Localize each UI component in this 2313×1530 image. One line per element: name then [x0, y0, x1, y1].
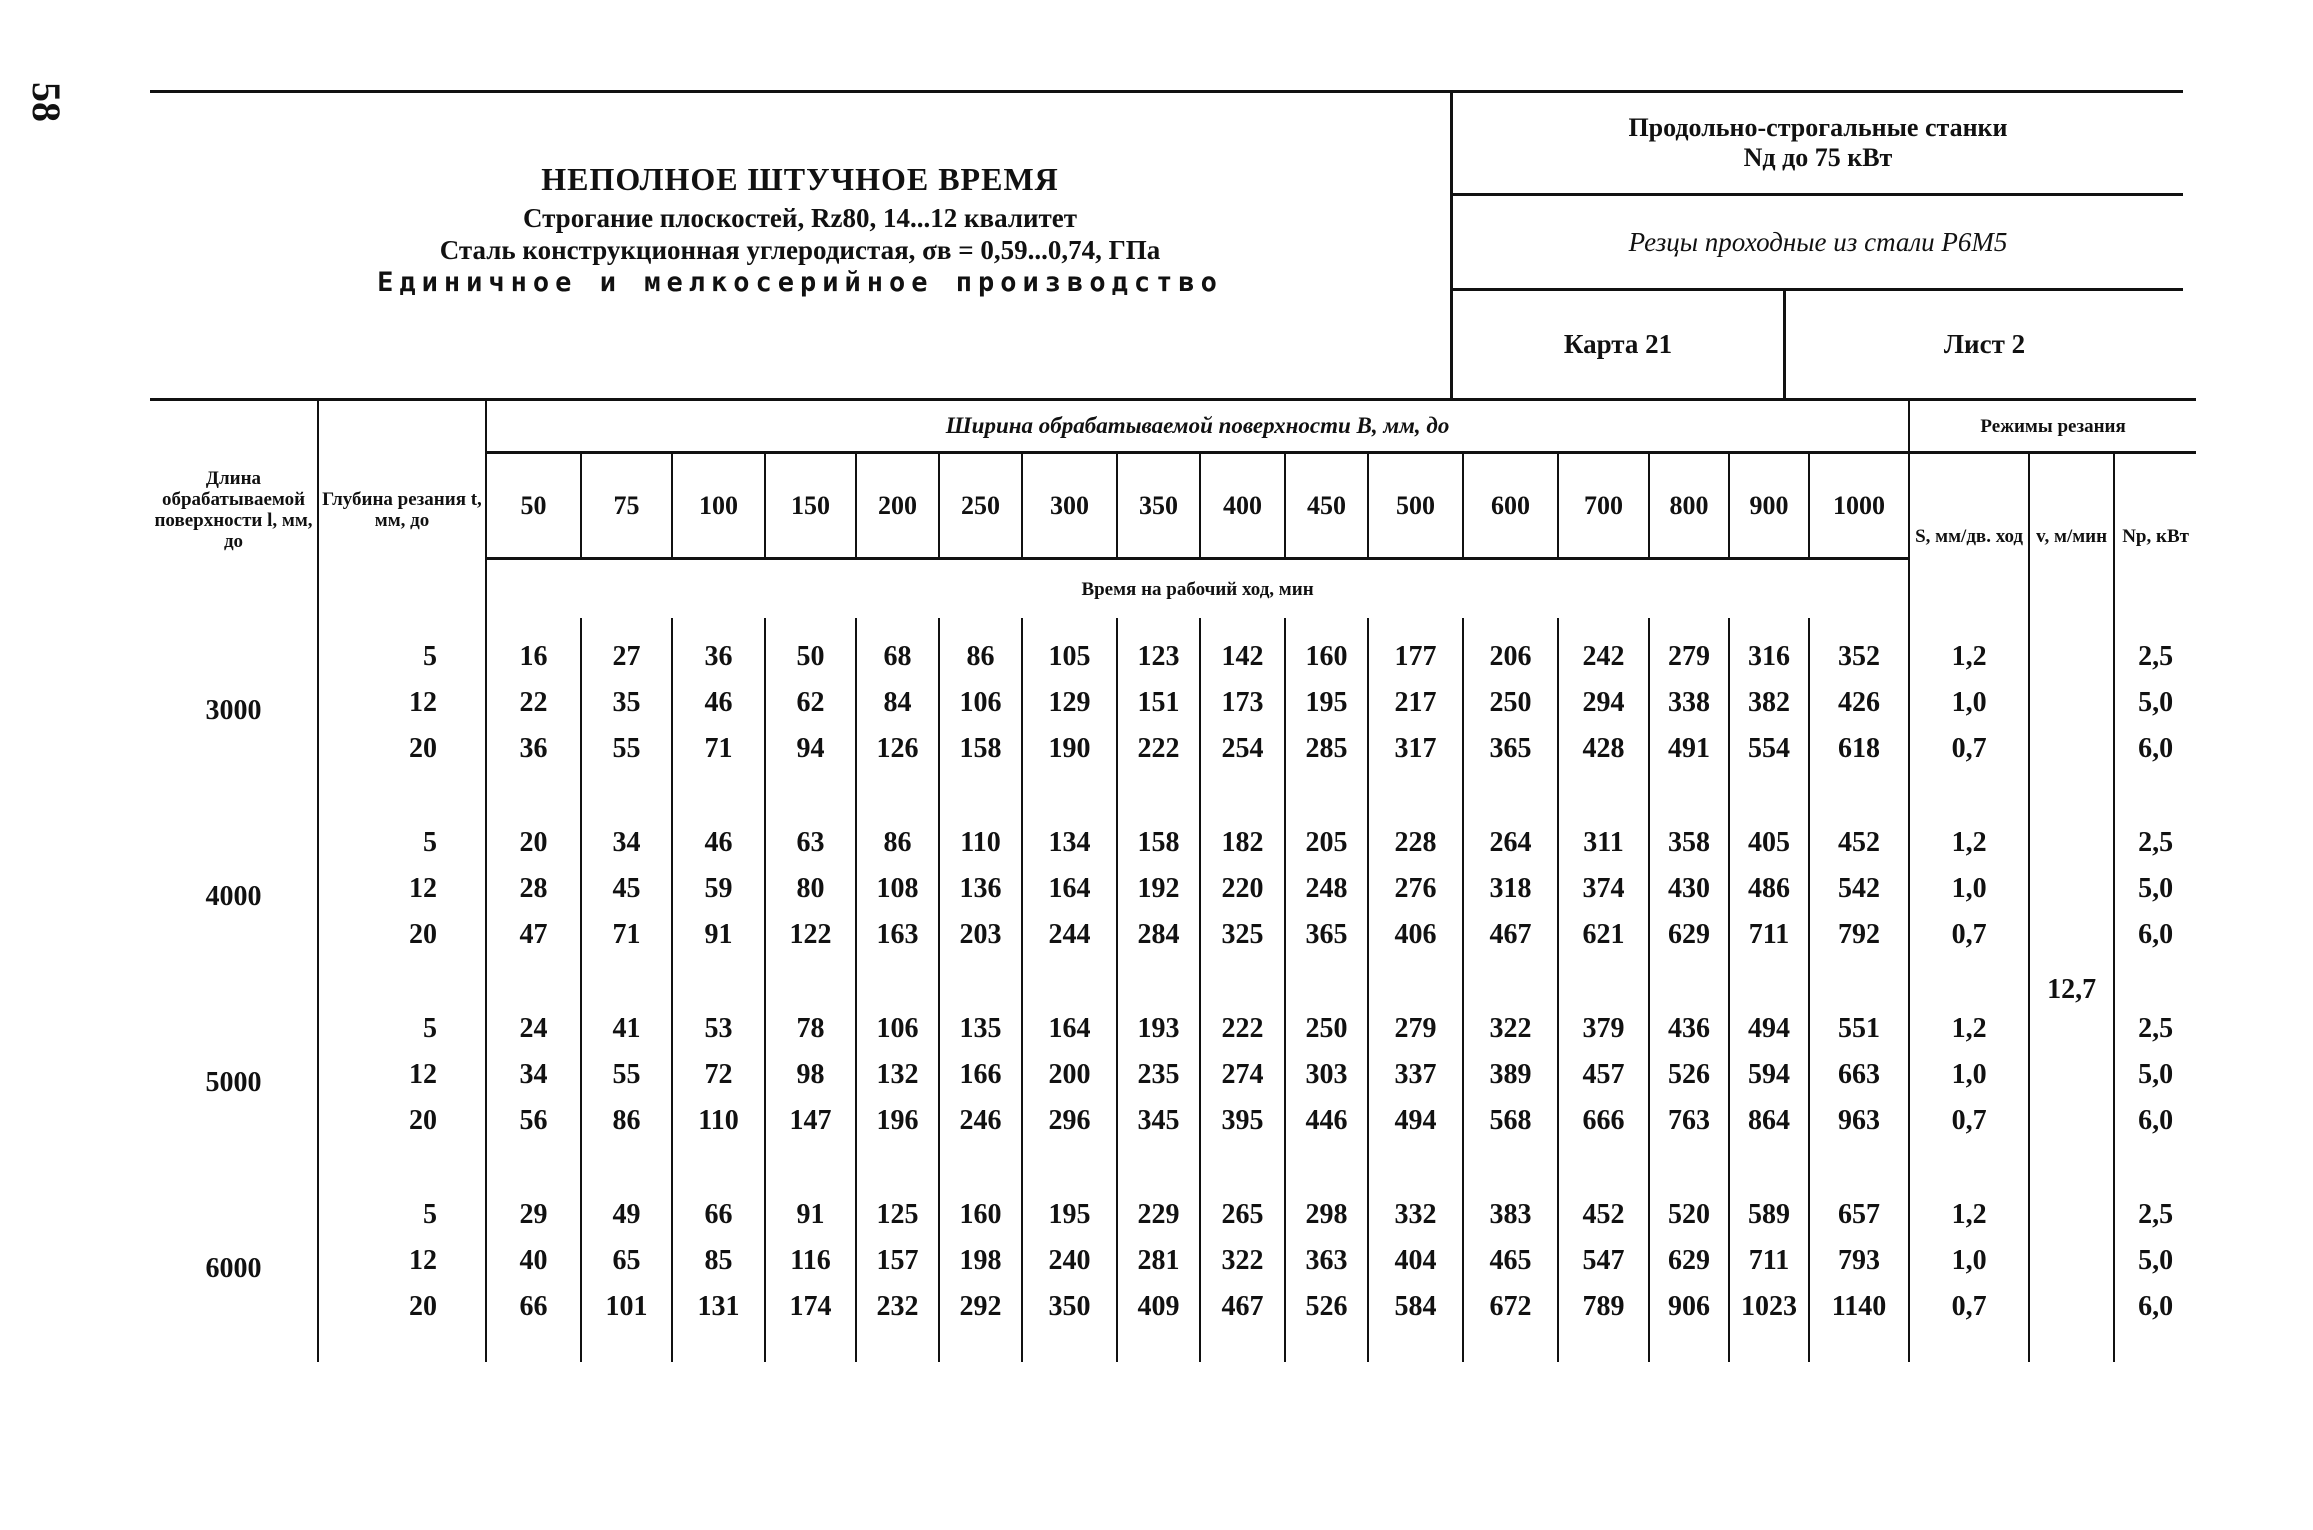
time-value-cell: 110 [939, 804, 1022, 866]
time-value-cell: 325 [1200, 912, 1285, 990]
time-value-cell: 337 [1368, 1052, 1463, 1098]
time-value-cell: 29 [486, 1176, 581, 1238]
time-value-cell: 383 [1463, 1176, 1558, 1238]
time-value-cell: 1023 [1729, 1284, 1809, 1362]
time-value-cell: 629 [1649, 1238, 1729, 1284]
time-value-cell: 222 [1117, 726, 1200, 804]
time-value-cell: 405 [1729, 804, 1809, 866]
width-header-cell: 50 [486, 453, 581, 559]
machine-type-line2: Nд до 75 кВт [1743, 143, 1893, 172]
time-value-cell: 711 [1729, 912, 1809, 990]
time-value-cell: 452 [1809, 804, 1909, 866]
time-value-cell: 1140 [1809, 1284, 1909, 1362]
feed-cell: 1,2 [1909, 990, 2029, 1052]
time-value-cell: 46 [672, 804, 765, 866]
depth-cell: 5 [318, 618, 486, 680]
width-header-cell: 250 [939, 453, 1022, 559]
time-value-cell: 395 [1200, 1098, 1285, 1176]
power-cell: 2,5 [2114, 1176, 2196, 1238]
time-value-cell: 66 [672, 1176, 765, 1238]
table-row [150, 1238, 2196, 1284]
table-row [150, 680, 2196, 726]
time-value-cell: 446 [1285, 1098, 1368, 1176]
table-row [150, 804, 2196, 866]
time-value-cell: 666 [1558, 1098, 1649, 1176]
time-value-cell: 906 [1649, 1284, 1729, 1362]
time-value-cell: 63 [765, 804, 856, 866]
time-value-cell: 166 [939, 1052, 1022, 1098]
time-value-cell: 284 [1117, 912, 1200, 990]
power-cell: 6,0 [2114, 726, 2196, 804]
time-value-cell: 122 [765, 912, 856, 990]
feed-cell: 1,2 [1909, 1176, 2029, 1238]
power-cell: 2,5 [2114, 990, 2196, 1052]
feed-cell: 1,2 [1909, 804, 2029, 866]
time-value-cell: 657 [1809, 1176, 1909, 1238]
time-value-cell: 382 [1729, 680, 1809, 726]
time-value-cell: 132 [856, 1052, 939, 1098]
time-value-cell: 793 [1809, 1238, 1909, 1284]
time-value-cell: 318 [1463, 866, 1558, 912]
time-value-cell: 486 [1729, 866, 1809, 912]
time-value-cell: 116 [765, 1238, 856, 1284]
time-value-cell: 618 [1809, 726, 1909, 804]
time-value-cell: 250 [1463, 680, 1558, 726]
feed-cell: 1,0 [1909, 1052, 2029, 1098]
depth-cell: 5 [318, 804, 486, 866]
time-value-cell: 672 [1463, 1284, 1558, 1362]
time-value-cell: 108 [856, 866, 939, 912]
time-value-cell: 173 [1200, 680, 1285, 726]
power-cell: 6,0 [2114, 912, 2196, 990]
width-header-cell: 700 [1558, 453, 1649, 559]
time-value-cell: 864 [1729, 1098, 1809, 1176]
page-number: 58 [24, 82, 69, 122]
time-value-cell: 20 [486, 804, 581, 866]
time-value-cell: 164 [1022, 990, 1117, 1052]
time-value-cell: 294 [1558, 680, 1649, 726]
time-value-cell: 86 [939, 618, 1022, 680]
time-value-cell: 98 [765, 1052, 856, 1098]
time-value-cell: 526 [1649, 1052, 1729, 1098]
time-value-cell: 322 [1463, 990, 1558, 1052]
width-header-cell: 500 [1368, 453, 1463, 559]
time-value-cell: 217 [1368, 680, 1463, 726]
time-value-cell: 494 [1368, 1098, 1463, 1176]
time-value-cell: 16 [486, 618, 581, 680]
width-header-cell: 75 [581, 453, 672, 559]
time-value-cell: 365 [1285, 912, 1368, 990]
time-value-cell: 285 [1285, 726, 1368, 804]
time-value-cell: 177 [1368, 618, 1463, 680]
time-value-cell: 274 [1200, 1052, 1285, 1098]
power-cell: 6,0 [2114, 1098, 2196, 1176]
time-value-cell: 338 [1649, 680, 1729, 726]
time-value-cell: 71 [581, 912, 672, 990]
width-header-cell: 800 [1649, 453, 1729, 559]
depth-cell: 20 [318, 1284, 486, 1362]
time-value-cell: 86 [581, 1098, 672, 1176]
width-header-cell: 900 [1729, 453, 1809, 559]
col-header-s: S, мм/дв. ход [1909, 453, 2029, 619]
time-value-cell: 106 [856, 990, 939, 1052]
width-header-cell: 300 [1022, 453, 1117, 559]
time-value-cell: 151 [1117, 680, 1200, 726]
width-header-cell: 350 [1117, 453, 1200, 559]
time-value-cell: 254 [1200, 726, 1285, 804]
time-value-cell: 55 [581, 726, 672, 804]
time-value-cell: 200 [1022, 1052, 1117, 1098]
time-value-cell: 182 [1200, 804, 1285, 866]
time-value-cell: 80 [765, 866, 856, 912]
col-header-v: v, м/мин [2029, 453, 2114, 619]
time-value-cell: 55 [581, 1052, 672, 1098]
time-value-cell: 22 [486, 680, 581, 726]
time-value-cell: 91 [672, 912, 765, 990]
time-value-cell: 56 [486, 1098, 581, 1176]
time-value-cell: 465 [1463, 1238, 1558, 1284]
width-header-cell: 200 [856, 453, 939, 559]
time-value-cell: 174 [765, 1284, 856, 1362]
table-row [150, 990, 2196, 1052]
time-table [150, 398, 2196, 1362]
width-header-cell: 400 [1200, 453, 1285, 559]
power-cell: 5,0 [2114, 1052, 2196, 1098]
col-header-n: Np, кВт [2114, 453, 2196, 619]
length-cell: 3000 [205, 695, 262, 726]
time-value-cell: 426 [1809, 680, 1909, 726]
time-value-cell: 220 [1200, 866, 1285, 912]
time-value-cell: 46 [672, 680, 765, 726]
time-value-cell: 248 [1285, 866, 1368, 912]
time-value-cell: 123 [1117, 618, 1200, 680]
time-value-cell: 235 [1117, 1052, 1200, 1098]
sheet-number: Лист 2 [1943, 329, 2026, 359]
time-value-cell: 589 [1729, 1176, 1809, 1238]
time-value-cell: 106 [939, 680, 1022, 726]
time-value-cell: 59 [672, 866, 765, 912]
time-value-cell: 250 [1285, 990, 1368, 1052]
col-header-modes: Режимы резания [1909, 400, 2196, 453]
time-value-cell: 192 [1117, 866, 1200, 912]
time-value-cell: 763 [1649, 1098, 1729, 1176]
time-value-cell: 520 [1649, 1176, 1729, 1238]
time-value-cell: 85 [672, 1238, 765, 1284]
time-value-cell: 467 [1200, 1284, 1285, 1362]
time-value-cell: 193 [1117, 990, 1200, 1052]
document-title: НЕПОЛНОЕ ШТУЧНОЕ ВРЕМЯ [541, 161, 1059, 197]
time-value-cell: 205 [1285, 804, 1368, 866]
time-value-cell: 316 [1729, 618, 1809, 680]
time-value-cell: 47 [486, 912, 581, 990]
time-value-cell: 68 [856, 618, 939, 680]
time-value-cell: 322 [1200, 1238, 1285, 1284]
time-value-cell: 105 [1022, 618, 1117, 680]
time-value-cell: 404 [1368, 1238, 1463, 1284]
time-value-cell: 279 [1649, 618, 1729, 680]
time-value-cell: 53 [672, 990, 765, 1052]
time-value-cell: 35 [581, 680, 672, 726]
time-value-cell: 196 [856, 1098, 939, 1176]
card-number: Карта 21 [1453, 291, 1786, 398]
time-value-cell: 94 [765, 726, 856, 804]
subtitle-operation: Строгание плоскостей, Rz80, 14...12 квалитет [522, 203, 1078, 233]
time-value-cell: 629 [1649, 912, 1729, 990]
time-value-cell: 963 [1809, 1098, 1909, 1176]
power-cell: 5,0 [2114, 680, 2196, 726]
depth-cell: 20 [318, 912, 486, 990]
time-value-cell: 265 [1200, 1176, 1285, 1238]
time-value-cell: 110 [672, 1098, 765, 1176]
time-value-cell: 365 [1463, 726, 1558, 804]
feed-cell: 1,2 [1909, 618, 2029, 680]
length-cell: 6000 [205, 1253, 262, 1284]
time-value-cell: 229 [1117, 1176, 1200, 1238]
table-row [150, 1176, 2196, 1238]
time-value-cell: 163 [856, 912, 939, 990]
time-value-cell: 198 [939, 1238, 1022, 1284]
time-value-cell: 242 [1558, 618, 1649, 680]
feed-cell: 0,7 [1909, 1098, 2029, 1176]
time-value-cell: 389 [1463, 1052, 1558, 1098]
time-value-cell: 158 [1117, 804, 1200, 866]
time-value-cell: 467 [1463, 912, 1558, 990]
power-cell: 5,0 [2114, 866, 2196, 912]
time-value-cell: 350 [1022, 1284, 1117, 1362]
time-value-cell: 292 [939, 1284, 1022, 1362]
time-value-cell: 142 [1200, 618, 1285, 680]
table-row [150, 866, 2196, 912]
time-value-cell: 298 [1285, 1176, 1368, 1238]
machine-type-line1: Продольно-строгальные станки [1628, 113, 2008, 142]
depth-cell: 12 [318, 1052, 486, 1098]
time-value-cell: 568 [1463, 1098, 1558, 1176]
time-value-cell: 125 [856, 1176, 939, 1238]
time-value-cell: 45 [581, 866, 672, 912]
time-value-cell: 547 [1558, 1238, 1649, 1284]
header-left [150, 90, 1450, 398]
col-header-depth: Глубина резания t, мм, до [318, 400, 486, 619]
power-cell: 6,0 [2114, 1284, 2196, 1362]
time-value-cell: 86 [856, 804, 939, 866]
time-value-cell: 62 [765, 680, 856, 726]
time-value-cell: 131 [672, 1284, 765, 1362]
time-value-cell: 584 [1368, 1284, 1463, 1362]
depth-cell: 12 [318, 1238, 486, 1284]
time-value-cell: 363 [1285, 1238, 1368, 1284]
time-value-cell: 279 [1368, 990, 1463, 1052]
time-value-cell: 66 [486, 1284, 581, 1362]
time-value-cell: 526 [1285, 1284, 1368, 1362]
feed-cell: 0,7 [1909, 912, 2029, 990]
time-value-cell: 379 [1558, 990, 1649, 1052]
time-value-cell: 228 [1368, 804, 1463, 866]
depth-cell: 20 [318, 1098, 486, 1176]
width-header-cell: 100 [672, 453, 765, 559]
subtitle-material: Сталь конструкционная углеродистая, σв = 0,59...0,74, ГПа [439, 235, 1161, 265]
table-row [150, 1052, 2196, 1098]
width-header-cell: 150 [765, 453, 856, 559]
header-right [1450, 90, 2183, 398]
power-cell: 2,5 [2114, 618, 2196, 680]
time-value-cell: 129 [1022, 680, 1117, 726]
time-value-cell: 244 [1022, 912, 1117, 990]
time-value-cell: 452 [1558, 1176, 1649, 1238]
length-cell: 4000 [205, 881, 262, 912]
tool-type: Резцы проходные из стали Р6М5 [1453, 196, 2183, 291]
subtitle-production: Единичное и мелкосерийное производство [377, 267, 1223, 298]
time-value-cell: 276 [1368, 866, 1463, 912]
time-value-cell: 158 [939, 726, 1022, 804]
time-value-cell: 792 [1809, 912, 1909, 990]
time-value-cell: 264 [1463, 804, 1558, 866]
width-header-cell: 1000 [1809, 453, 1909, 559]
time-value-cell: 203 [939, 912, 1022, 990]
table-row [150, 726, 2196, 804]
time-value-cell: 232 [856, 1284, 939, 1362]
time-value-cell: 430 [1649, 866, 1729, 912]
time-value-cell: 27 [581, 618, 672, 680]
time-value-cell: 457 [1558, 1052, 1649, 1098]
time-value-cell: 352 [1809, 618, 1909, 680]
col-header-width: Ширина обрабатываемой поверхности B, мм, до [486, 400, 1909, 453]
time-value-cell: 317 [1368, 726, 1463, 804]
time-value-cell: 663 [1809, 1052, 1909, 1098]
time-value-cell: 246 [939, 1098, 1022, 1176]
width-header-cell: 600 [1463, 453, 1558, 559]
table-row [150, 1098, 2196, 1176]
time-value-cell: 311 [1558, 804, 1649, 866]
time-value-cell: 36 [672, 618, 765, 680]
time-value-cell: 409 [1117, 1284, 1200, 1362]
feed-cell: 0,7 [1909, 1284, 2029, 1362]
time-value-cell: 621 [1558, 912, 1649, 990]
time-value-cell: 374 [1558, 866, 1649, 912]
time-value-cell: 554 [1729, 726, 1809, 804]
feed-cell: 0,7 [1909, 726, 2029, 804]
time-value-cell: 222 [1200, 990, 1285, 1052]
time-value-cell: 91 [765, 1176, 856, 1238]
depth-cell: 12 [318, 680, 486, 726]
depth-cell: 5 [318, 1176, 486, 1238]
time-value-cell: 303 [1285, 1052, 1368, 1098]
table-row [150, 1284, 2196, 1362]
time-value-cell: 542 [1809, 866, 1909, 912]
feed-cell: 1,0 [1909, 866, 2029, 912]
time-value-cell: 195 [1022, 1176, 1117, 1238]
time-value-cell: 164 [1022, 866, 1117, 912]
time-value-cell: 594 [1729, 1052, 1809, 1098]
time-value-cell: 491 [1649, 726, 1729, 804]
col-header-length: Длина обрабатываемой поверхности l, мм, до [150, 400, 318, 619]
time-value-cell: 160 [1285, 618, 1368, 680]
time-value-cell: 296 [1022, 1098, 1117, 1176]
power-cell: 2,5 [2114, 804, 2196, 866]
time-value-cell: 332 [1368, 1176, 1463, 1238]
time-value-cell: 789 [1558, 1284, 1649, 1362]
time-value-cell: 126 [856, 726, 939, 804]
time-value-cell: 34 [581, 804, 672, 866]
time-value-cell: 40 [486, 1238, 581, 1284]
width-header-cell: 450 [1285, 453, 1368, 559]
time-value-cell: 206 [1463, 618, 1558, 680]
time-value-cell: 72 [672, 1052, 765, 1098]
time-value-cell: 195 [1285, 680, 1368, 726]
time-value-cell: 134 [1022, 804, 1117, 866]
time-value-cell: 136 [939, 866, 1022, 912]
time-value-cell: 157 [856, 1238, 939, 1284]
depth-cell: 5 [318, 990, 486, 1052]
time-value-cell: 147 [765, 1098, 856, 1176]
time-value-cell: 190 [1022, 726, 1117, 804]
time-value-cell: 65 [581, 1238, 672, 1284]
time-value-cell: 345 [1117, 1098, 1200, 1176]
time-value-cell: 135 [939, 990, 1022, 1052]
time-value-cell: 428 [1558, 726, 1649, 804]
feed-cell: 1,0 [1909, 680, 2029, 726]
time-value-cell: 41 [581, 990, 672, 1052]
time-value-cell: 358 [1649, 804, 1729, 866]
time-value-cell: 436 [1649, 990, 1729, 1052]
time-value-cell: 24 [486, 990, 581, 1052]
power-cell: 5,0 [2114, 1238, 2196, 1284]
depth-cell: 12 [318, 866, 486, 912]
time-value-cell: 711 [1729, 1238, 1809, 1284]
feed-cell: 1,0 [1909, 1238, 2029, 1284]
time-value-cell: 551 [1809, 990, 1909, 1052]
time-value-cell: 84 [856, 680, 939, 726]
speed-cell: 12,7 [2029, 618, 2114, 1362]
time-value-cell: 49 [581, 1176, 672, 1238]
machine-type [1453, 93, 2183, 196]
depth-cell: 20 [318, 726, 486, 804]
time-value-cell: 240 [1022, 1238, 1117, 1284]
length-cell: 5000 [205, 1067, 262, 1098]
col-header-time: Время на рабочий ход, мин [486, 559, 1909, 619]
table-row [150, 912, 2196, 990]
time-value-cell: 78 [765, 990, 856, 1052]
time-value-cell: 494 [1729, 990, 1809, 1052]
time-value-cell: 50 [765, 618, 856, 680]
time-value-cell: 281 [1117, 1238, 1200, 1284]
time-value-cell: 36 [486, 726, 581, 804]
time-value-cell: 406 [1368, 912, 1463, 990]
time-value-cell: 34 [486, 1052, 581, 1098]
table-row [150, 618, 2196, 680]
time-value-cell: 28 [486, 866, 581, 912]
time-value-cell: 101 [581, 1284, 672, 1362]
time-value-cell: 71 [672, 726, 765, 804]
time-value-cell: 160 [939, 1176, 1022, 1238]
